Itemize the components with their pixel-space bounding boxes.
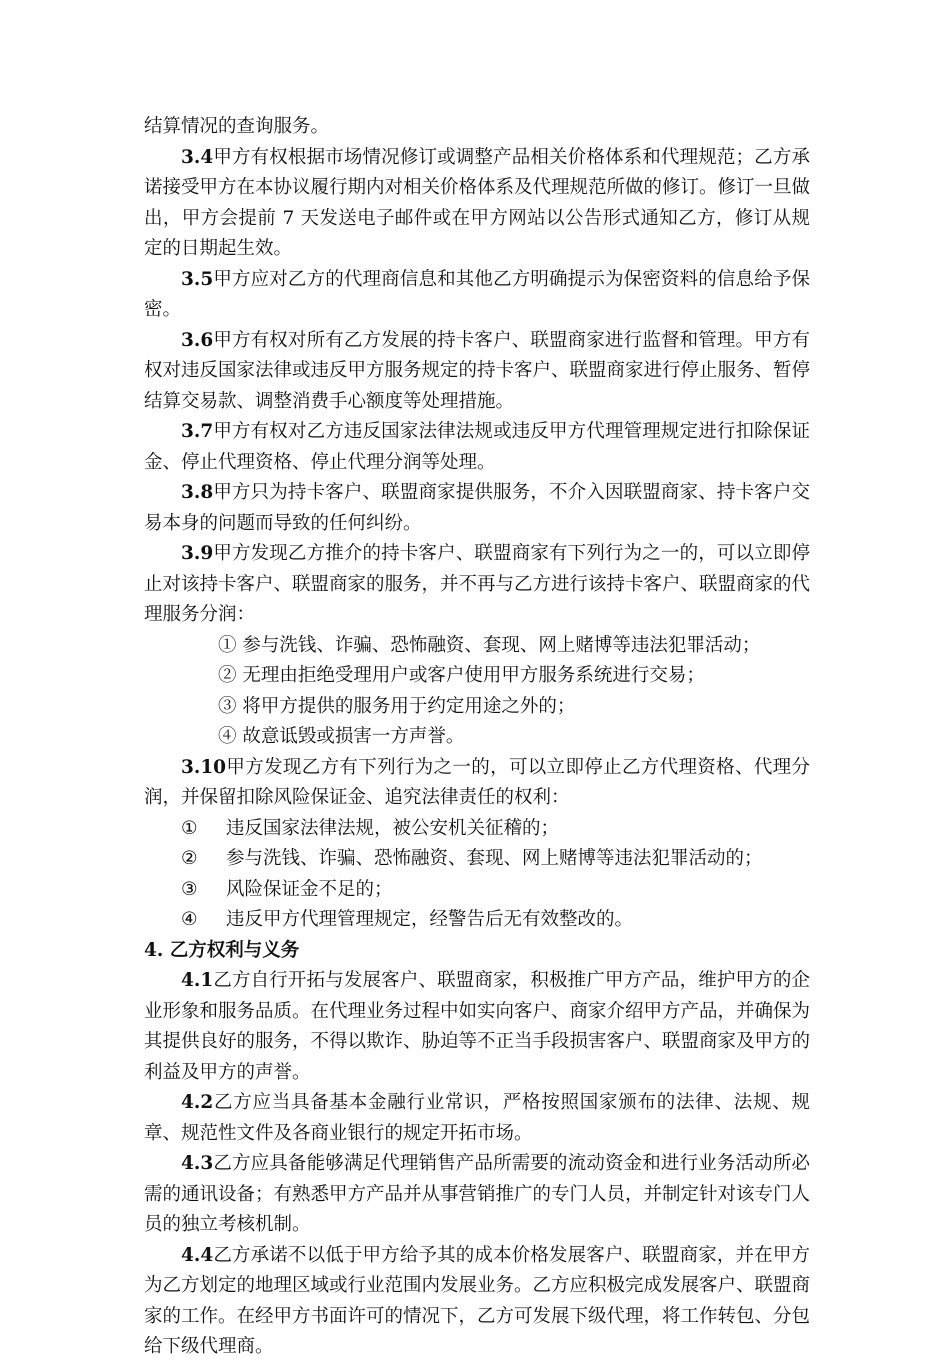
- clause-3-7: [144, 417, 810, 478]
- list-marker: ④: [181, 909, 198, 930]
- clause-3-6: [144, 326, 810, 418]
- list-marker: ③: [181, 878, 198, 900]
- clause-number: 4.1: [181, 970, 214, 991]
- clause-4-3: [144, 1149, 810, 1241]
- section-heading: 4. 乙方权利与义务: [144, 939, 300, 961]
- list-item: ① 参与洗钱、诈骗、恐怖融资、套现、网上赌博等违法犯罪活动；: [218, 634, 761, 656]
- clause-text: 甲方只为持卡客户、联盟商家提供服务，不介入因联盟商家、持卡客户交易本身的问题而导致的任何纠纷。: [144, 482, 810, 534]
- list-marker: ①: [181, 817, 198, 839]
- clause-text: 甲方应对乙方的代理商信息和其他乙方明确提示为保密资料的信息给予保密。: [144, 268, 810, 320]
- list-item: [181, 875, 810, 906]
- list-text: 违反甲方代理管理规定，经警告后无有效整改的。: [226, 909, 634, 930]
- list-text: 风险保证金不足的；: [226, 878, 393, 900]
- list-item: ④ 故意诋毁或损害一方声誉。: [218, 726, 465, 747]
- clause-number: 3.5: [181, 268, 214, 290]
- clause-4-1: [144, 966, 810, 1088]
- list-text: 违反国家法律法规，被公安机关征稽的；: [226, 817, 560, 839]
- list-marker: ②: [181, 848, 198, 869]
- clause-number: 3.9: [181, 543, 214, 564]
- clause-text: 甲方发现乙方推介的持卡客户、联盟商家有下列行为之一的，可以立即停止对该持卡客户、联盟商家的服务，并不再与乙方进行该持卡客户、联盟商家的代理服务分润：: [144, 543, 811, 625]
- clause-number: 3.6: [181, 329, 214, 351]
- clause-3-10: [144, 753, 810, 814]
- clause-3-9: [144, 539, 810, 631]
- clause-number: 3.10: [181, 756, 227, 778]
- clause-number: 3.4: [181, 146, 214, 168]
- clause-text: 乙方自行开拓与发展客户、联盟商家，积极推广甲方产品，维护甲方的企业形象和服务品质。在代理业务过程中如实向客户、商家介绍甲方产品，并确保为其提供良好的服务，不得以欺诈、胁迫等不正当手段损害客户、联盟商家及甲方的利益及甲方的声誉。: [144, 970, 811, 1083]
- clause-number: 4.4: [181, 1244, 214, 1266]
- clause-4-2: [144, 1088, 810, 1149]
- clause-text: 甲方有权对乙方违反国家法律法规或违反甲方代理管理规定进行扣除保证金、停止代理资格、停止代理分润等处理。: [144, 421, 810, 473]
- paragraph-continuation: 结算情况的查询服务。: [144, 116, 330, 137]
- clause-number: 4.3: [181, 1153, 214, 1174]
- list-item: ② 无理由拒绝受理用户或客户使用甲方服务系统进行交易；: [218, 665, 705, 686]
- list-item: ③ 将甲方提供的服务用于约定用途之外的；: [218, 695, 576, 717]
- list-item: [181, 814, 810, 845]
- clause-text: 乙方应当具备基本金融行业常识，严格按照国家颁布的法律、法规、规章、规范性文件及各商业银行的规定开拓市场。: [144, 1092, 810, 1144]
- clause-number: 4.2: [181, 1092, 214, 1113]
- clause-text: 甲方有权对所有乙方发展的持卡客户、联盟商家进行监督和管理。甲方有权对违反国家法律或违反甲方服务规定的持卡客户、联盟商家进行停止服务、暂停结算交易款、调整消费手心额度等处理措施。: [144, 329, 811, 412]
- list-item: [181, 905, 810, 936]
- list-text: 参与洗钱、诈骗、恐怖融资、套现、网上赌博等违法犯罪活动的；: [226, 848, 763, 869]
- clause-number: 3.8: [181, 482, 214, 503]
- clause-3-5: [144, 265, 810, 326]
- clause-text: 乙方承诺不以低于甲方给予其的成本价格发展客户、联盟商家，并在甲方为乙方划定的地理区域或行业范围内发展业务。乙方应积极完成发展客户、联盟商家的工作。在经甲方书面许可的情况下，乙方可发展下级代理，将工作转包、分包给下级代理商。: [144, 1244, 811, 1357]
- clause-text: 甲方有权根据市场情况修订或调整产品相关价格体系和代理规范；乙方承诺接受甲方在本协议履行期内对相关价格体系及代理规范所做的修订。修订一旦做出，甲方会提前 7 天发送电子邮件或在甲方网站以公告形式通知乙方，修订从规定的日期起生效。: [144, 146, 811, 259]
- clause-4-4: [144, 1241, 810, 1363]
- clause-number: 3.7: [181, 421, 214, 442]
- clause-3-4: [144, 143, 810, 265]
- clause-text: 乙方应具备能够满足代理销售产品所需要的流动资金和进行业务活动所必需的通讯设备；有熟悉甲方产品并从事营销推广的专门人员，并制定针对该专门人员的独立考核机制。: [144, 1153, 811, 1235]
- clause-3-8: [144, 478, 810, 539]
- list-item: [181, 844, 810, 875]
- clause-text: 甲方发现乙方有下列行为之一的，可以立即停止乙方代理资格、代理分润，并保留扣除风险保证金、追究法律责任的权利：: [144, 756, 810, 808]
